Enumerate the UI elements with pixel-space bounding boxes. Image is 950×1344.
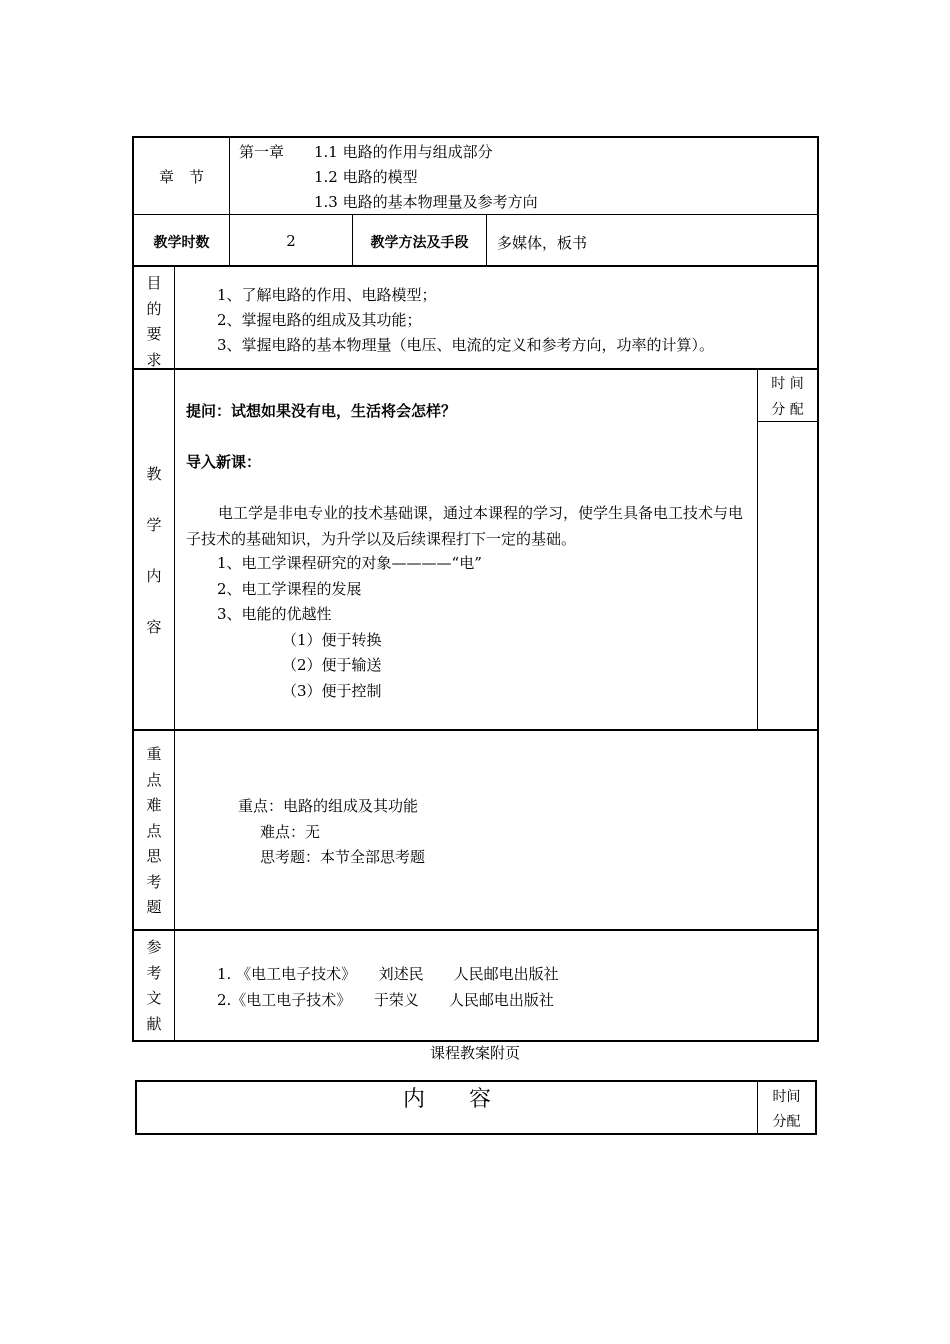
hours-label: 教学时数	[153, 235, 210, 251]
content-header: 内 容	[402, 1087, 491, 1112]
hours-value: 2	[286, 232, 296, 250]
content-item-1: 1、电工学课程研究的对象————“电”	[217, 554, 482, 572]
intro-paragraph: 电工学是非电专业的技术基础课，通过本课程的学习，使学生具备电工技术与电子技术的基础知识，为升学以及后续课程打下一定的基础。	[186, 504, 744, 548]
ref-label: 参 考 文 献	[146, 938, 162, 1033]
content-label: 教 学 内 容	[146, 465, 162, 636]
reference-1: 1. 《电工电子技术》 刘述民 人民邮电出版社	[217, 965, 559, 983]
question: 提问：试想如果没有电，生活将会怎样？	[186, 402, 457, 420]
table2-time-label-2: 分配	[772, 1114, 801, 1130]
key-label: 重 点 难 点 思 考 题	[146, 745, 162, 916]
content-item-2: 2、电工学课程的发展	[217, 580, 362, 598]
goal-2: 2、掌握电路的组成及其功能；	[217, 311, 422, 329]
goal-1: 1、了解电路的作用、电路模型；	[217, 286, 437, 304]
chapter-line-3: 1.3 电路的基本物理量及参考方向	[314, 193, 538, 211]
time-label-2: 分 配	[771, 402, 804, 418]
content-item-3: 3、电能的优越性	[217, 605, 332, 623]
difficulty: 难点：无	[260, 823, 321, 841]
sub-item-2: （2）便于输送	[282, 656, 382, 674]
key-point: 重点：电路的组成及其功能	[238, 797, 419, 815]
think-questions: 思考题：本节全部思考题	[260, 848, 426, 866]
method-label: 教学方法及手段	[370, 235, 469, 251]
goal-label: 目 的 要 求	[146, 274, 162, 369]
table2-time-label-1: 时间	[772, 1089, 801, 1105]
method-value: 多媒体，板书	[497, 234, 588, 252]
time-label-1: 时 间	[771, 376, 804, 392]
chapter-line-1: 第一章 1.1 电路的作用与组成部分	[239, 143, 493, 161]
reference-2: 2.《电工电子技术》 于荣义 人民邮电出版社	[217, 991, 554, 1009]
chapter-line-2: 1.2 电路的模型	[314, 168, 418, 186]
goal-3: 3、掌握电路的基本物理量（电压、电流的定义和参考方向，功率的计算）。	[217, 336, 715, 354]
sub-item-1: （1）便于转换	[282, 631, 382, 649]
chapter-label: 章 节	[158, 168, 204, 186]
appendix-caption: 课程教案附页	[429, 1044, 520, 1062]
sub-item-3: （3）便于控制	[282, 682, 382, 700]
intro-heading: 导入新课：	[186, 453, 262, 471]
